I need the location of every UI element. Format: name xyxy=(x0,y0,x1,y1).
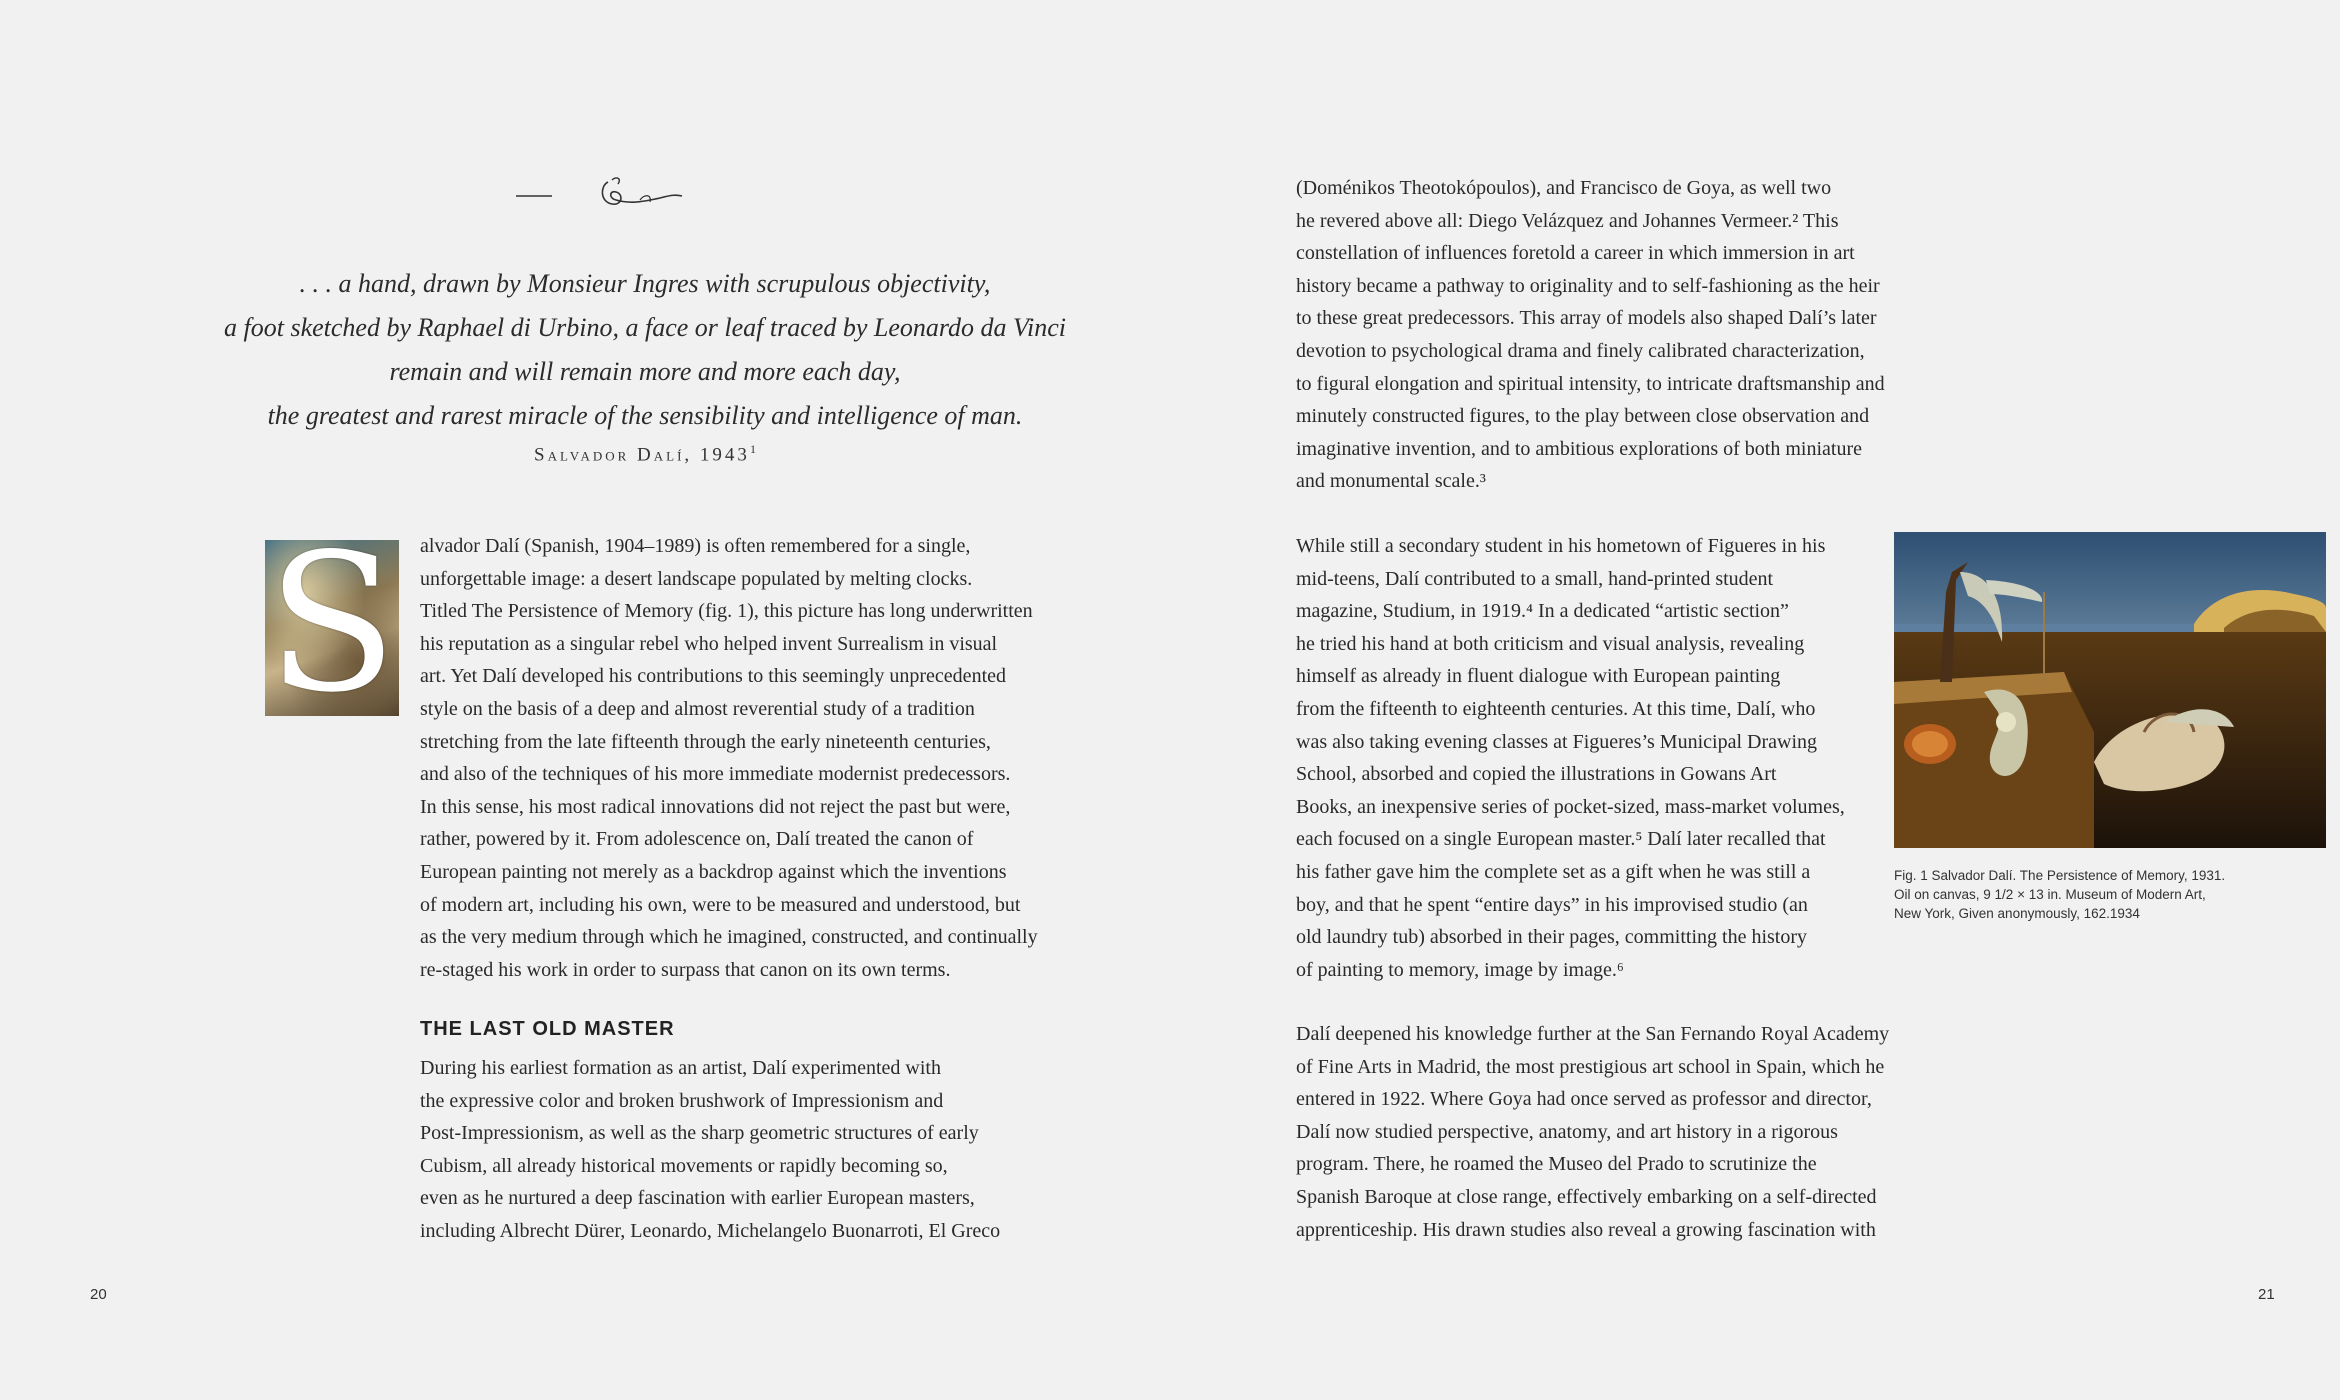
text-line: imaginative invention, and to ambitious explorations of both miniature xyxy=(1296,437,1863,460)
text-line: entered in 1922. Where Goya had once served as professor and director, xyxy=(1296,1088,1872,1111)
text-line: was also taking evening classes at Figueres’s Municipal Drawing xyxy=(1296,730,1817,753)
epigraph-line: the greatest and rarest miracle of the sensibility and intelligence of man. xyxy=(267,401,1023,430)
text-line: Dalí deepened his knowledge further at the San Fernando Royal Academy xyxy=(1296,1023,1890,1045)
text-line: old laundry tub) absorbed in their pages, committing the history xyxy=(1296,926,1808,949)
text-line: While still a secondary student in his hometown of Figueres in his xyxy=(1296,535,1826,557)
figueres-paragraph xyxy=(1296,530,1886,986)
section-paragraph xyxy=(420,1052,1080,1248)
ornament-flourish-icon xyxy=(512,172,692,218)
drop-cap xyxy=(265,540,399,716)
text-line: to figural elongation and spiritual intensity, to intricate draftsmanship and xyxy=(1296,372,1885,395)
text-line: Titled The Persistence of Memory (fig. 1), this picture has long underwritten xyxy=(420,600,1033,623)
text-line: Post-Impressionism, as well as the sharp geometric structures of early xyxy=(420,1122,979,1145)
text-line: boy, and that he spent “entire days” in his improvised studio (an xyxy=(1296,893,1808,916)
text-line: rather, powered by it. From adolescence on, Dalí treated the canon of xyxy=(420,828,974,851)
text-line: Spanish Baroque at close range, effectively embarking on a self-directed xyxy=(1296,1185,1877,1208)
epigraph-line: remain and will remain more and more each day, xyxy=(389,357,901,386)
text-line: to these great predecessors. This array of models also shaped Dalí’s later xyxy=(1296,307,1877,330)
text-line: alvador Dalí (Spanish, 1904–1989) is often remembered for a single, xyxy=(420,535,971,557)
text-line: even as he nurtured a deep fascination with earlier European masters, xyxy=(420,1187,975,1210)
intro-paragraph xyxy=(420,530,1080,986)
drop-cap-letter: S xyxy=(266,540,398,716)
text-line: During his earliest formation as an artist, Dalí experimented with xyxy=(420,1057,941,1079)
epigraph-attribution xyxy=(160,442,1130,466)
epigraph xyxy=(160,262,1130,466)
text-line: program. There, he roamed the Museo del Prado to scrutinize the xyxy=(1296,1153,1817,1176)
text-line: unforgettable image: a desert landscape populated by melting clocks. xyxy=(420,567,973,590)
epigraph-line: . . . a hand, drawn by Monsieur Ingres with scrupulous objectivity, xyxy=(299,269,991,298)
text-line: devotion to psychological drama and finely calibrated characterization, xyxy=(1296,339,1865,362)
text-line: of modern art, including his own, were to be measured and understood, but xyxy=(420,893,1021,916)
caption-line: Oil on canvas, 9 1/2 × 13 in. Museum of Modern Art, xyxy=(1894,887,2206,902)
section-heading: THE LAST OLD MASTER xyxy=(420,1018,675,1040)
caption-line: Fig. 1 Salvador Dalí. The Persistence of Memory, 1931. xyxy=(1894,868,2226,883)
caption-line: New York, Given anonymously, 162.1934 xyxy=(1894,906,2140,921)
text-line: In this sense, his most radical innovations did not reject the past but were, xyxy=(420,795,1011,818)
academy-paragraph xyxy=(1296,1018,1956,1246)
text-line: European painting not merely as a backdrop against which the inventions xyxy=(420,860,1007,883)
text-line: and also of the techniques of his more immediate modernist predecessors. xyxy=(420,763,1011,786)
text-line: as the very medium through which he imagined, constructed, and continually xyxy=(420,926,1038,949)
attribution-text: Salvador Dalí, 1943 xyxy=(534,444,750,466)
text-line: stretching from the late fifteenth through the early nineteenth centuries, xyxy=(420,730,991,753)
text-line: re-staged his work in order to surpass that canon on its own terms. xyxy=(420,958,951,981)
text-line: School, absorbed and copied the illustrations in Gowans Art xyxy=(1296,763,1777,786)
text-line: his reputation as a singular rebel who helped invent Surrealism in visual xyxy=(420,632,998,655)
text-line: art. Yet Dalí developed his contributions to this seemingly unprecedented xyxy=(420,665,1006,688)
attribution-note: 1 xyxy=(749,442,756,456)
figure-caption xyxy=(1894,866,2334,923)
page-number-right: 21 xyxy=(2258,1286,2275,1303)
text-line: and monumental scale.³ xyxy=(1296,470,1486,493)
text-line: from the fifteenth to eighteenth centuries. At this time, Dalí, who xyxy=(1296,697,1816,720)
text-line: Books, an inexpensive series of pocket-sized, mass-market volumes, xyxy=(1296,795,1845,818)
text-line: including Albrecht Dürer, Leonardo, Michelangelo Buonarroti, El Greco xyxy=(420,1219,1001,1242)
text-line: he tried his hand at both criticism and visual analysis, revealing xyxy=(1296,632,1805,655)
text-line: Dalí now studied perspective, anatomy, and art history in a rigorous xyxy=(1296,1120,1838,1143)
text-line: Cubism, all already historical movements or rapidly becoming so, xyxy=(420,1154,948,1177)
text-line: of painting to memory, image by image.⁶ xyxy=(1296,958,1624,981)
text-line: mid-teens, Dalí contributed to a small, hand-printed student xyxy=(1296,567,1774,590)
persistence-of-memory-image xyxy=(1894,532,2326,848)
text-line: his father gave him the complete set as a gift when he was still a xyxy=(1296,860,1811,883)
epigraph-line: a foot sketched by Raphael di Urbino, a face or leaf traced by Leonardo da Vinci xyxy=(224,313,1066,342)
page-number-left: 20 xyxy=(90,1286,107,1303)
text-line: minutely constructed figures, to the play between close observation and xyxy=(1296,405,1870,428)
text-line: style on the basis of a deep and almost reverential study of a tradition xyxy=(420,697,975,720)
text-line: (Doménikos Theotokópoulos), and Francisco de Goya, as well two xyxy=(1296,177,1832,199)
text-line: apprenticeship. His drawn studies also reveal a growing fascination with xyxy=(1296,1218,1876,1241)
text-line: each focused on a single European master.⁵ Dalí later recalled that xyxy=(1296,828,1826,851)
text-line: history became a pathway to originality and to self-fashioning as the heir xyxy=(1296,274,1880,297)
painting-illustration xyxy=(1894,532,2326,848)
text-line: constellation of influences foretold a career in which immersion in art xyxy=(1296,242,1855,265)
continued-paragraph xyxy=(1296,172,1956,498)
text-line: magazine, Studium, in 1919.⁴ In a dedicated “artistic section” xyxy=(1296,600,1789,623)
text-line: he revered above all: Diego Velázquez and Johannes Vermeer.² This xyxy=(1296,209,1839,232)
text-line: himself as already in fluent dialogue with European painting xyxy=(1296,665,1781,688)
text-line: the expressive color and broken brushwork of Impressionism and xyxy=(420,1089,944,1112)
text-line: of Fine Arts in Madrid, the most prestigious art school in Spain, which he xyxy=(1296,1055,1885,1078)
